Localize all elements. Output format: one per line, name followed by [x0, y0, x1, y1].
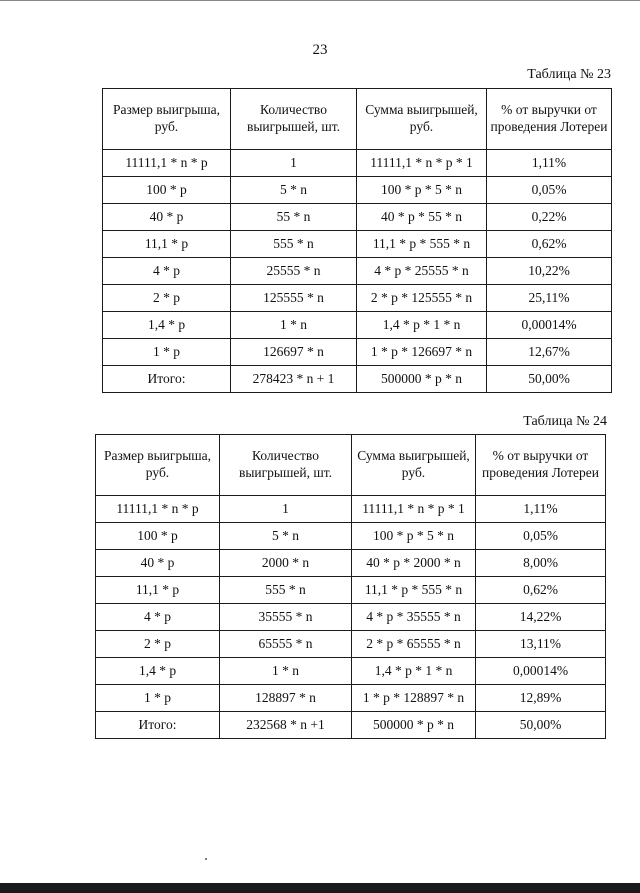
table-cell: 4 * p * 25555 * n — [357, 258, 487, 285]
table-cell: 100 * p * 5 * n — [352, 523, 476, 550]
table-cell: 40 * p * 2000 * n — [352, 550, 476, 577]
table-cell: 2 * p — [96, 631, 220, 658]
table-cell: 1 * p — [96, 685, 220, 712]
table-cell: 0,00014% — [487, 312, 612, 339]
table-cell: 35555 * n — [220, 604, 352, 631]
table-row — [103, 231, 612, 258]
table-cell: 1,4 * p * 1 * n — [352, 658, 476, 685]
table-row — [103, 177, 612, 204]
table-24-caption: Таблица № 24 — [523, 414, 607, 429]
table-row — [96, 685, 606, 712]
page-number: 23 — [312, 42, 328, 58]
table-cell: 1 — [231, 150, 357, 177]
table-cell: 0,00014% — [476, 658, 606, 685]
table-23-caption: Таблица № 23 — [527, 67, 611, 82]
scan-speck — [205, 858, 207, 860]
table-cell: 25555 * n — [231, 258, 357, 285]
table-cell: 1 * p * 128897 * n — [352, 685, 476, 712]
table-cell: 1,4 * p * 1 * n — [357, 312, 487, 339]
table-cell: 55 * n — [231, 204, 357, 231]
table-cell: 5 * n — [231, 177, 357, 204]
table-cell: 1 * p * 126697 * n — [357, 339, 487, 366]
prize-table-24 — [95, 434, 606, 739]
table-cell: 0,22% — [487, 204, 612, 231]
table-cell: 11,1 * p * 555 * n — [352, 577, 476, 604]
column-header: Сумма выигрышей, руб. — [357, 89, 487, 150]
table-cell: 11,1 * p * 555 * n — [357, 231, 487, 258]
table-cell: 40 * p * 55 * n — [357, 204, 487, 231]
page-top-edge — [0, 0, 640, 1]
table-cell: 125555 * n — [231, 285, 357, 312]
table-cell: 278423 * n + 1 — [231, 366, 357, 393]
table-cell: 13,11% — [476, 631, 606, 658]
table-row — [103, 312, 612, 339]
table-row — [96, 496, 606, 523]
table-cell: 2 * p — [103, 285, 231, 312]
table-cell: 2 * p * 65555 * n — [352, 631, 476, 658]
column-header: Сумма выигрышей, руб. — [352, 435, 476, 496]
table-cell: 12,89% — [476, 685, 606, 712]
table-row — [103, 285, 612, 312]
table-cell: 1 * p — [103, 339, 231, 366]
column-header: Количество выигрышей, шт. — [231, 89, 357, 150]
table-cell: 11,1 * p — [96, 577, 220, 604]
table-cell: 232568 * n +1 — [220, 712, 352, 739]
table-cell: 555 * n — [231, 231, 357, 258]
column-header: Размер выигрыша, руб. — [103, 89, 231, 150]
table-cell: 1,4 * p — [103, 312, 231, 339]
table-cell: 555 * n — [220, 577, 352, 604]
column-header: Количество выигрышей, шт. — [220, 435, 352, 496]
total-row — [103, 366, 612, 393]
table-row — [96, 658, 606, 685]
table-cell: 11111,1 * n * p — [96, 496, 220, 523]
table-cell: 500000 * p * n — [352, 712, 476, 739]
table-cell: 1 * n — [231, 312, 357, 339]
table-cell: Итого: — [96, 712, 220, 739]
table-cell: 1,11% — [487, 150, 612, 177]
table-cell: 12,67% — [487, 339, 612, 366]
table-row — [96, 604, 606, 631]
header-row — [96, 435, 606, 496]
table-cell: 0,62% — [487, 231, 612, 258]
table-cell: 11111,1 * n * p * 1 — [357, 150, 487, 177]
table-cell: 10,22% — [487, 258, 612, 285]
table-row — [103, 204, 612, 231]
table-cell: Итого: — [103, 366, 231, 393]
table-cell: 40 * p — [103, 204, 231, 231]
table-cell: 0,05% — [487, 177, 612, 204]
table-cell: 50,00% — [487, 366, 612, 393]
table-cell: 4 * p * 35555 * n — [352, 604, 476, 631]
table-cell: 14,22% — [476, 604, 606, 631]
column-header: % от выручки от проведения Лотереи — [476, 435, 606, 496]
table-row — [96, 550, 606, 577]
table-cell: 2000 * n — [220, 550, 352, 577]
header-row — [103, 89, 612, 150]
table-cell: 500000 * p * n — [357, 366, 487, 393]
table-cell: 126697 * n — [231, 339, 357, 366]
column-header: Размер выигрыша, руб. — [96, 435, 220, 496]
table-cell: 1,4 * p — [96, 658, 220, 685]
table-cell: 1 * n — [220, 658, 352, 685]
table-cell: 100 * p — [103, 177, 231, 204]
table-cell: 100 * p * 5 * n — [357, 177, 487, 204]
prize-table-23 — [102, 88, 612, 393]
table-cell: 4 * p — [96, 604, 220, 631]
table-cell: 4 * p — [103, 258, 231, 285]
table-cell: 0,05% — [476, 523, 606, 550]
table-cell: 11111,1 * n * p * 1 — [352, 496, 476, 523]
table-cell: 1 — [220, 496, 352, 523]
table-row — [96, 523, 606, 550]
table-row — [96, 631, 606, 658]
table-row — [103, 150, 612, 177]
table-cell: 100 * p — [96, 523, 220, 550]
table-cell: 65555 * n — [220, 631, 352, 658]
table-cell: 1,11% — [476, 496, 606, 523]
table-row — [103, 258, 612, 285]
table-cell: 40 * p — [96, 550, 220, 577]
column-header: % от выручки от проведения Лотереи — [487, 89, 612, 150]
table-row — [103, 339, 612, 366]
scan-bottom-edge — [0, 883, 640, 893]
total-row — [96, 712, 606, 739]
table-row — [96, 577, 606, 604]
table-cell: 0,62% — [476, 577, 606, 604]
table-cell: 50,00% — [476, 712, 606, 739]
table-cell: 25,11% — [487, 285, 612, 312]
table-cell: 11111,1 * n * p — [103, 150, 231, 177]
table-cell: 2 * p * 125555 * n — [357, 285, 487, 312]
table-cell: 8,00% — [476, 550, 606, 577]
table-cell: 11,1 * p — [103, 231, 231, 258]
table-cell: 5 * n — [220, 523, 352, 550]
table-cell: 128897 * n — [220, 685, 352, 712]
